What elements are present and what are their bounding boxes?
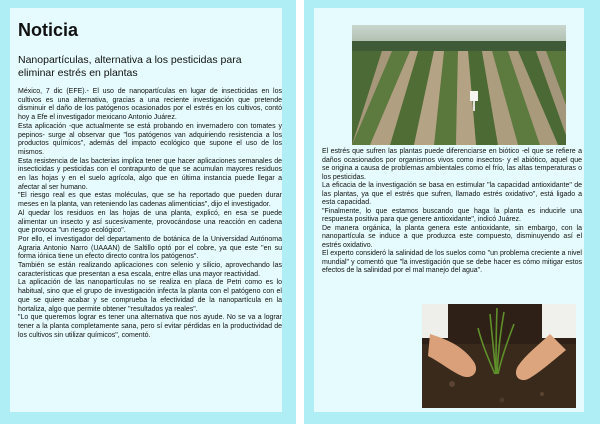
right-page-frame: [304, 0, 600, 424]
paragraph: Esta resistencia de las bacterias implica tener que hacer aplicaciones semanales de insecticidas y pesticidas con el contrapunto de que se acumulan mayores residuos en las hojas y en el suelo agrícola, algo que en última instancia puede llegar a afectar al ser humano.: [18, 157, 282, 191]
paragraph: De manera orgánica, la planta genera este antioxidante, sin embargo, con la nanopartícula se induce a que produzca este compuesto, disminuyendo así el estrés oxidativo.: [322, 224, 582, 249]
paragraph: "Lo que queremos lograr es tener una alternativa que nos ayude. No se va a lograr tener a la planta completamente sana, pero sí evitar pérdidas en la productividad de los cultivos sin utilizar químicos", comentó.: [18, 314, 282, 339]
article-subtitle: Nanopartículas, alternativa a los pesticidas para eliminar estrés en plantas: [18, 54, 242, 79]
paragraph: También se están realizando aplicaciones con selenio y silicio, aprovechando las características que presentan a esa escala, entre ellas una mayor reactividad.: [18, 262, 282, 278]
hands-planting-seedling-art: [422, 304, 576, 408]
paragraph: "El riesgo real es que estas moléculas, que se ha reportado que pueden durar meses en la planta, van reteniendo las cadenas alimenticias", dijo el investigador.: [18, 192, 282, 209]
greenhouse-crop-photo-art: [352, 25, 566, 145]
paragraph: El experto consideró la salinidad de los suelos como "un problema creciente a nivel mundial" y comentó que "la investigación que se debe hacer es cómo mitigar estos efectos de la salinidad por el mal manejo del agua".: [322, 250, 582, 274]
paragraph: La aplicación de las nanopartículas no se realiza en placa de Petri como es lo habitual, sino que el grupo de investigación infecta la planta con el patógeno con el que se quiere acabar y se comprueba la efectividad de la nanopartícula en la hortaliza, algo que permite obtener "resultados ya reales".: [18, 279, 282, 313]
page-title: Noticia: [18, 20, 79, 40]
paragraph: Al quedar los residuos en las hojas de una planta, explicó, en esa se puede alimentar un insecto y así sucesivamente, provocándose una reacción en cadena que provoca "un riesgo ecológico".: [18, 209, 282, 235]
right-page: [314, 8, 584, 412]
paragraph: México, 7 dic (EFE).- El uso de nanopartículas en lugar de insecticidas en los cultivos es una alternativa, gracias a una reciente investigación que pretende disminuir el daño de los patógenos ocasionados por el estrés en los cultivos, contó hoy a Efe el investigador mexicano Antonio Juárez.: [18, 88, 282, 122]
paragraph: "Finalmente, lo que estamos buscando que haga la planta es inducirle una respuesta positiva para que genere antioxidante", indicó Juárez.: [322, 207, 582, 223]
paragraph: La eficacia de la investigación se basa en estimular "la capacidad antioxidante" de las plantas, ya que el estrés que sufren, llamado estrés oxidativo", está ligado a esta capacidad.: [322, 182, 582, 206]
paragraph: Por ello, el investigador del departamento de botánica de la Universidad Autónoma Agraria Antonio Narro (UAAAN) de Saltillo optó por el cobre, ya que este "en su forma iónica tiene un efecto directo contra los patógenos".: [18, 235, 282, 261]
article-body-left: [18, 88, 282, 340]
paragraph: Esta aplicación -que actualmente se está probando en invernadero con tomates y pepinos- surge al observar que "los patógenos van adquiriendo resistencia a los productos químicos", además del impacto ecológico que supone el uso de los mismos.: [18, 122, 282, 156]
paragraph: El estrés que sufren las plantas puede diferenciarse en biótico -el que se refiere a daños ocasionados por organismos vivos como insectos- y el abiótico, aquel que se origina a causa de problemas ambientales como el frío, las altas temperaturas o los pesticidas.: [322, 148, 582, 181]
left-page-frame: [0, 0, 296, 424]
greenhouse-crop-photo: [352, 25, 566, 145]
article-body-right: [322, 148, 582, 276]
left-page: [10, 8, 282, 412]
hands-planting-seedling-photo: [422, 304, 576, 408]
